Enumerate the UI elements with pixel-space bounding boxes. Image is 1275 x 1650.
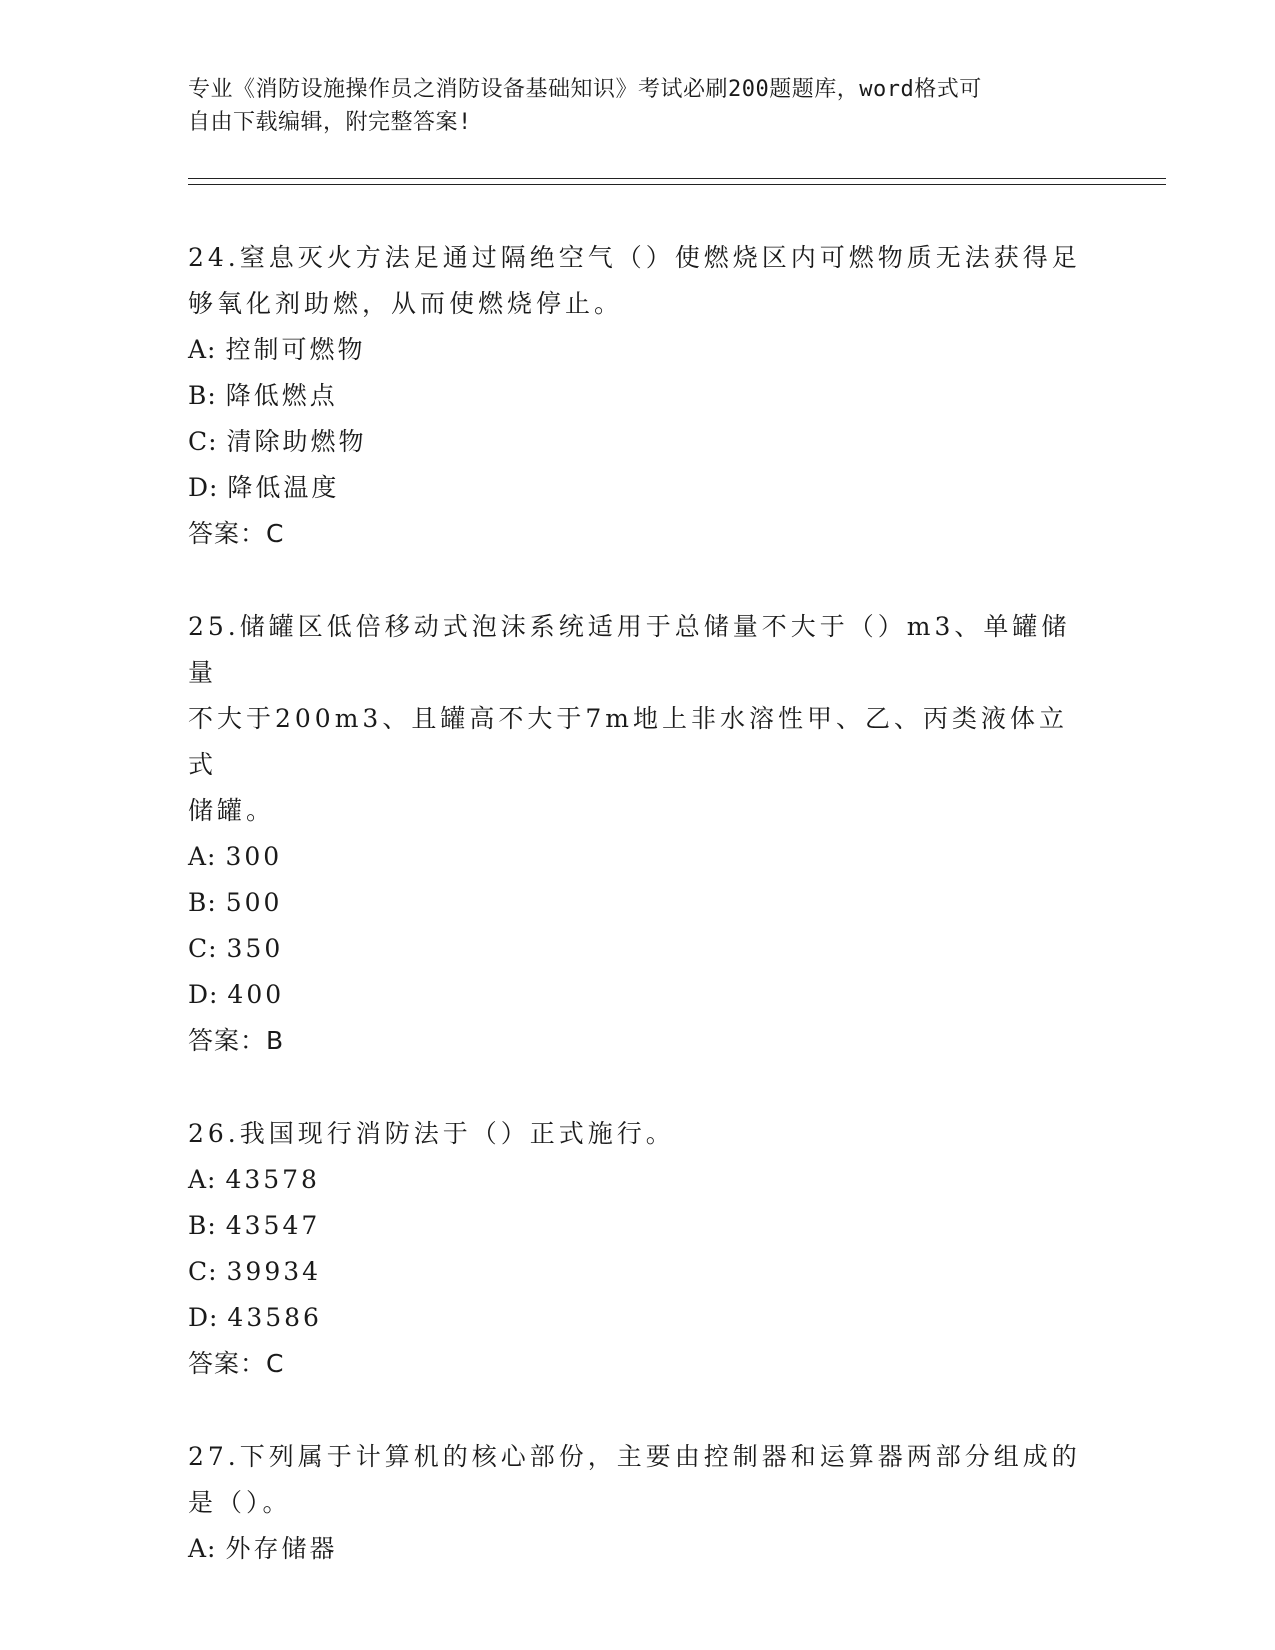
question-list [188,235,1088,1572]
option-text: 400 [227,980,285,1009]
document-header [188,73,1068,139]
answer-line: 答案：C [188,519,285,548]
option-letter: D: [188,1303,219,1332]
option-letter: D: [188,980,219,1009]
header-divider-top [188,178,1166,179]
question-stem-line: 够氧化剂助燃，从而使燃烧停止。 [188,289,624,318]
option-letter: A: [188,335,217,364]
answer-line: 答案：B [188,1026,285,1055]
option-letter: B: [188,888,217,917]
option-text: 清除助燃物 [226,427,367,456]
option-d [188,972,1088,1018]
option-letter: A: [188,1534,217,1563]
option-text: 39934 [226,1257,322,1286]
option-text: 43547 [225,1211,321,1240]
option-text: 500 [225,888,283,917]
option-letter: D: [188,473,219,502]
option-b [188,373,1088,419]
option-c [188,926,1088,972]
option-b [188,1203,1088,1249]
question-stem-line: 24.窒息灭火方法足通过隔绝空气（）使燃烧区内可燃物质无法获得足 [188,243,1081,272]
option-a [188,834,1088,880]
question-25 [188,604,1088,1064]
option-text: 43586 [227,1303,322,1332]
option-d [188,1295,1088,1341]
question-stem-line: 储罐。 [188,796,276,825]
option-text: 控制可燃物 [225,335,366,364]
option-text: 300 [225,842,283,871]
question-24 [188,235,1088,557]
option-text: 43578 [225,1165,320,1194]
option-a [188,1157,1088,1203]
option-letter: B: [188,381,217,410]
header-line-1: 专业《消防设施操作员之消防设备基础知识》考试必刷200题题库，word格式可 [188,77,982,102]
question-stem-line: 不大于200m3、且罐高不大于7m地上非水溶性甲、乙、丙类液体立式 [188,704,1068,779]
option-text: 350 [226,934,284,963]
question-stem-line: 25.储罐区低倍移动式泡沫系统适用于总储量不大于（）m3、单罐储量 [188,612,1071,687]
question-26 [188,1111,1088,1387]
header-line-2: 自由下载编辑，附完整答案! [188,110,472,135]
option-letter: B: [188,1211,217,1240]
option-d [188,465,1088,511]
option-text: 降低温度 [227,473,340,502]
option-text: 降低燃点 [225,381,338,410]
answer-line: 答案：C [188,1349,285,1378]
option-a [188,327,1088,373]
question-stem-line: 26.我国现行消防法于（）正式施行。 [188,1119,675,1148]
option-c [188,419,1088,465]
question-stem-line: 是（）。 [188,1488,292,1517]
option-letter: C: [188,427,218,456]
option-letter: C: [188,934,218,963]
option-b [188,880,1088,926]
option-a [188,1526,1088,1572]
header-divider-bottom [188,184,1166,185]
option-letter: A: [188,842,217,871]
option-c [188,1249,1088,1295]
option-letter: C: [188,1257,218,1286]
option-text: 外存储器 [225,1534,338,1563]
question-27 [188,1434,1088,1572]
question-stem-line: 27.下列属于计算机的核心部份，主要由控制器和运算器两部分组成的 [188,1442,1081,1471]
option-letter: A: [188,1165,217,1194]
